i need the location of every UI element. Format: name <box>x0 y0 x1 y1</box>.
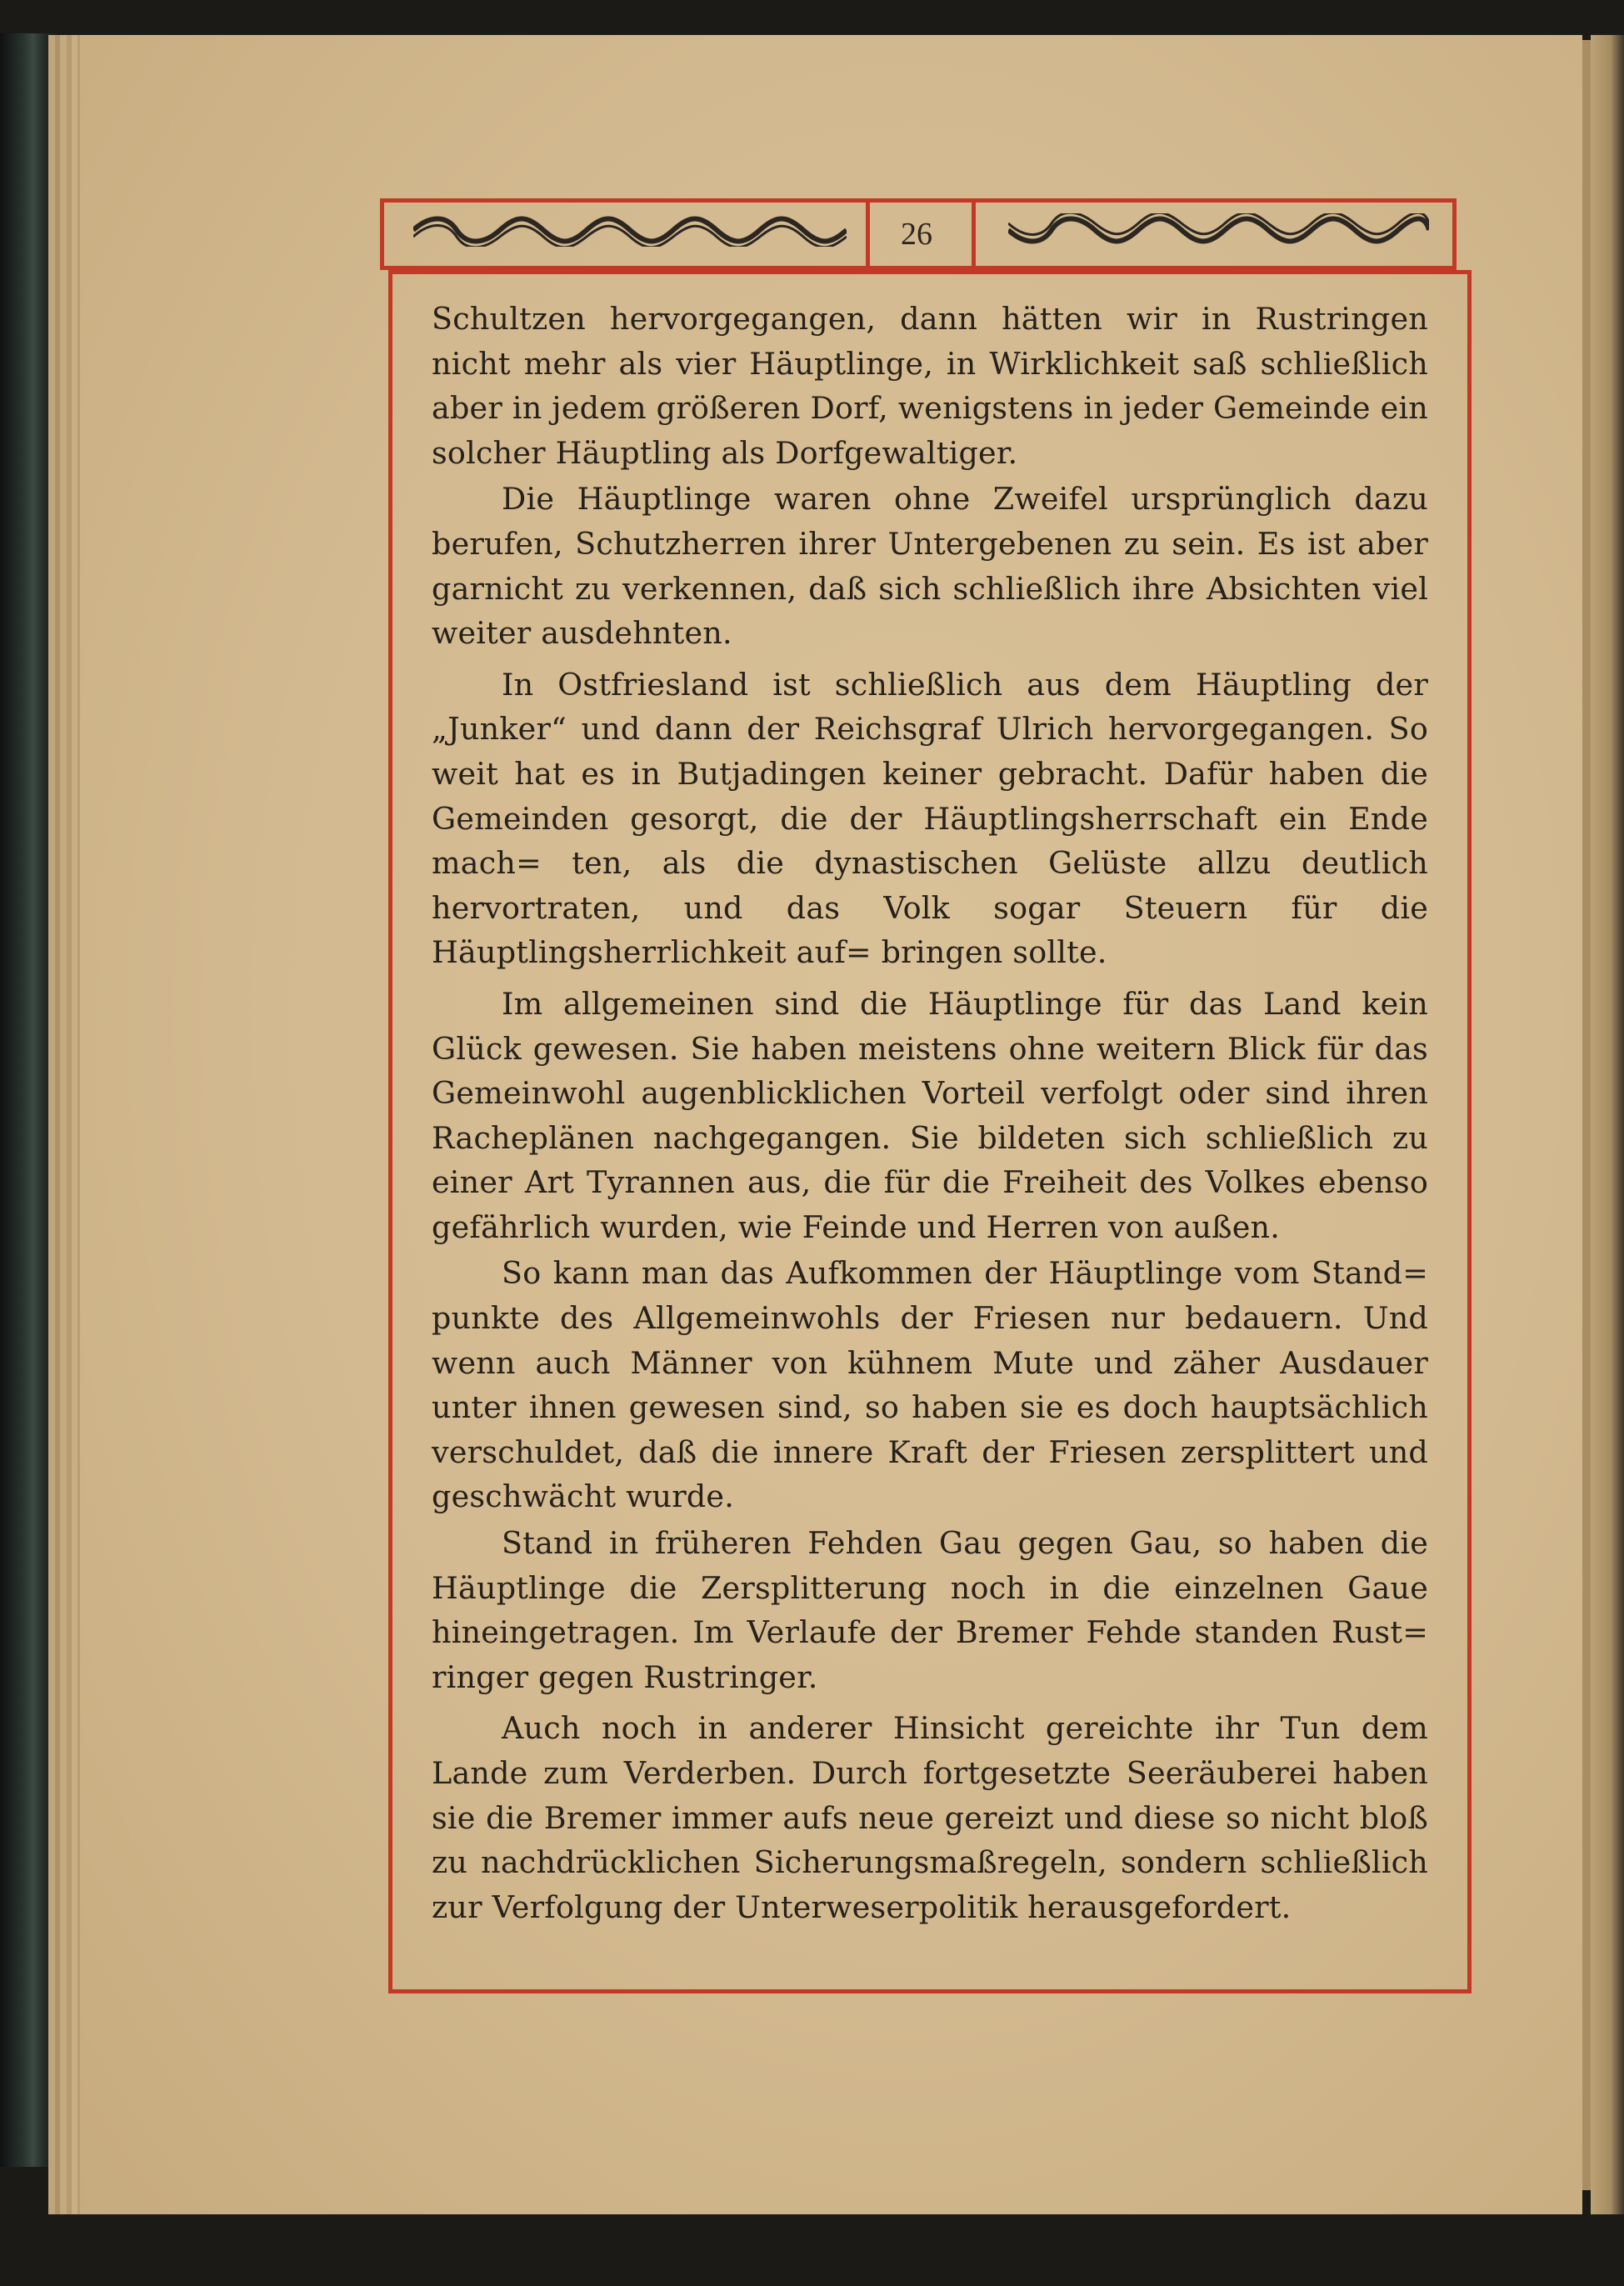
body-text <box>432 297 1428 1931</box>
paragraph: Schultzen hervorgegangen, dann hätten wir in Rustringen nicht mehr als vier Häuptlinge, in Wirklichkeit saß schließlich aber in jedem größeren Dorf, wenigstens in jeder Gemeinde ein solcher Häuptling als Dorfgewaltiger. <box>432 301 1428 471</box>
header-ornament-left <box>413 213 847 247</box>
paragraph: In Ostfriesland ist schließlich aus dem Häuptling der „Junker“ und dann der Reichsgraf Ulrich hervorgegangen. So weit hat es in Butjadingen keiner gebracht. Dafür haben die Gemeinden gesorgt, die der Häuptlingsherrschaft ein Ende mach= ten, als die dynastischen Gelüste allzu deutlich hervortraten, und das Volk sogar Steuern für die Häuptlingsherrlichkeit auf= bringen sollte. <box>432 666 1428 971</box>
header-divider <box>972 203 976 266</box>
paragraph: Stand in früheren Fehden Gau gegen Gau, so haben die Häuptlinge die Zersplitterung noch in die einzelnen Gaue hineingetragen. Im Verlaufe der Bremer Fehde standen Rust= ringer gegen Rustringer. <box>432 1525 1428 1695</box>
paragraph: Die Häuptlinge waren ohne Zweifel ursprünglich dazu berufen, Schutzherren ihrer Untergebenen zu sein. Es ist aber garnicht zu verkennen, daß sich schließlich ihre Absichten viel weiter ausdehnten. <box>432 481 1428 652</box>
paragraph: So kann man das Aufkommen der Häuptlinge vom Stand= punkte des Allgemeinwohls der Friesen nur bedauern. Und wenn auch Männer von kühnem Mute und zäher Ausdauer unter ihnen gewesen sind, so haben sie es doch hauptsächlich verschuldet, daß die innere Kraft der Friesen zersplittert und geschwächt wurde. <box>432 1255 1428 1515</box>
header-ornament-right <box>1008 213 1429 247</box>
paragraph: Im allgemeinen sind die Häuptlinge für das Land kein Glück gewesen. Sie haben meistens ohne weitern Blick für das Gemeinwohl augenblicklichen Vorteil verfolgt oder sind ihren Racheplänen nachgegangen. Sie bildeten sich schließlich zu einer Art Tyrannen aus, die für die Freiheit des Volkes ebenso gefährlich wurden, wie Feinde und Herren von außen. <box>432 985 1428 1245</box>
page-number: 26 <box>901 217 932 252</box>
page-edge <box>1591 35 1624 2214</box>
paragraph: Auch noch in anderer Hinsicht gereichte ihr Tun dem Lande zum Verderben. Durch fortgesetzte Seeräuberei haben sie die Bremer immer aufs neue gereizt und diese so nicht bloß zu nachdrücklichen Sicherungsmaßregeln, sondern schließlich zur Verfolgung der Unterweserpolitik herausgefordert. <box>432 1710 1428 1925</box>
